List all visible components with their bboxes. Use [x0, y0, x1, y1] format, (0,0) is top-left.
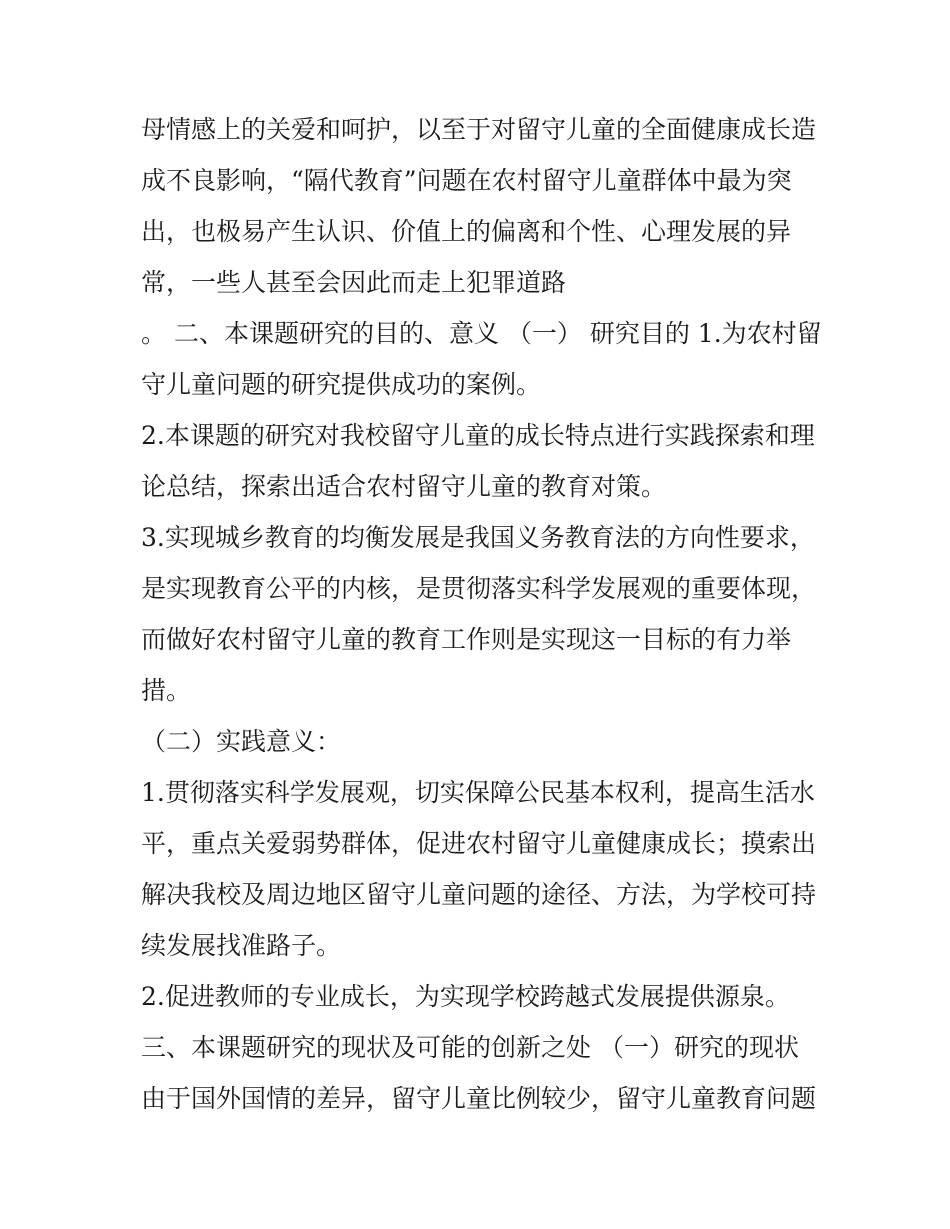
text-line: 守儿童问题的研究提供成功的案例。	[141, 370, 542, 399]
text-line: 续发展找准路子。	[141, 931, 342, 960]
section-heading-line: 三、本课题研究的现状及可能的创新之处 （一）研究的现状	[141, 1033, 799, 1062]
text-line: 常，一些人甚至会因此而走上犯罪道路	[141, 268, 567, 297]
section-heading-line: 。 二、本课题研究的目的、意义 （一） 研究目的 1.为农村留	[141, 319, 822, 348]
list-item-line: 2.促进教师的专业成长，为实现学校跨越式发展提供源泉。	[141, 982, 790, 1011]
document-body	[141, 104, 821, 1124]
text-line: 出，也极易产生认识、价值上的偏离和个性、心理发展的异	[141, 217, 792, 246]
text-line: 措。	[141, 676, 192, 705]
text-line: 论总结，探索出适合农村留守儿童的教育对策。	[141, 472, 667, 501]
subheading-line: （二）实践意义：	[141, 727, 342, 756]
text-line: 母情感上的关爱和呵护，以至于对留守儿童的全面健康成长造	[141, 115, 817, 144]
text-line: 成不良影响，“隔代教育”问题在农村留守儿童群体中最为突	[141, 166, 792, 195]
list-item-line: 1.贯彻落实科学发展观，切实保障公民基本权利，提高生活水	[141, 778, 815, 807]
text-line: 是实现教育公平的内核，是贯彻落实科学发展观的重要体现，	[141, 574, 817, 603]
text-line: 平，重点关爱弱势群体，促进农村留守儿童健康成长；摸索出	[141, 829, 817, 858]
list-item-line: 3.实现城乡教育的均衡发展是我国义务教育法的方向性要求，	[141, 523, 815, 552]
text-line: 由于国外国情的差异，留守儿童比例较少，留守儿童教育问题	[141, 1084, 817, 1113]
list-item-line: 2.本课题的研究对我校留守儿童的成长特点进行实践探索和理	[141, 421, 815, 450]
text-line: 而做好农村留守儿童的教育工作则是实现这一目标的有力举	[141, 625, 792, 654]
text-line: 解决我校及周边地区留守儿童问题的途径、方法，为学校可持	[141, 880, 817, 909]
